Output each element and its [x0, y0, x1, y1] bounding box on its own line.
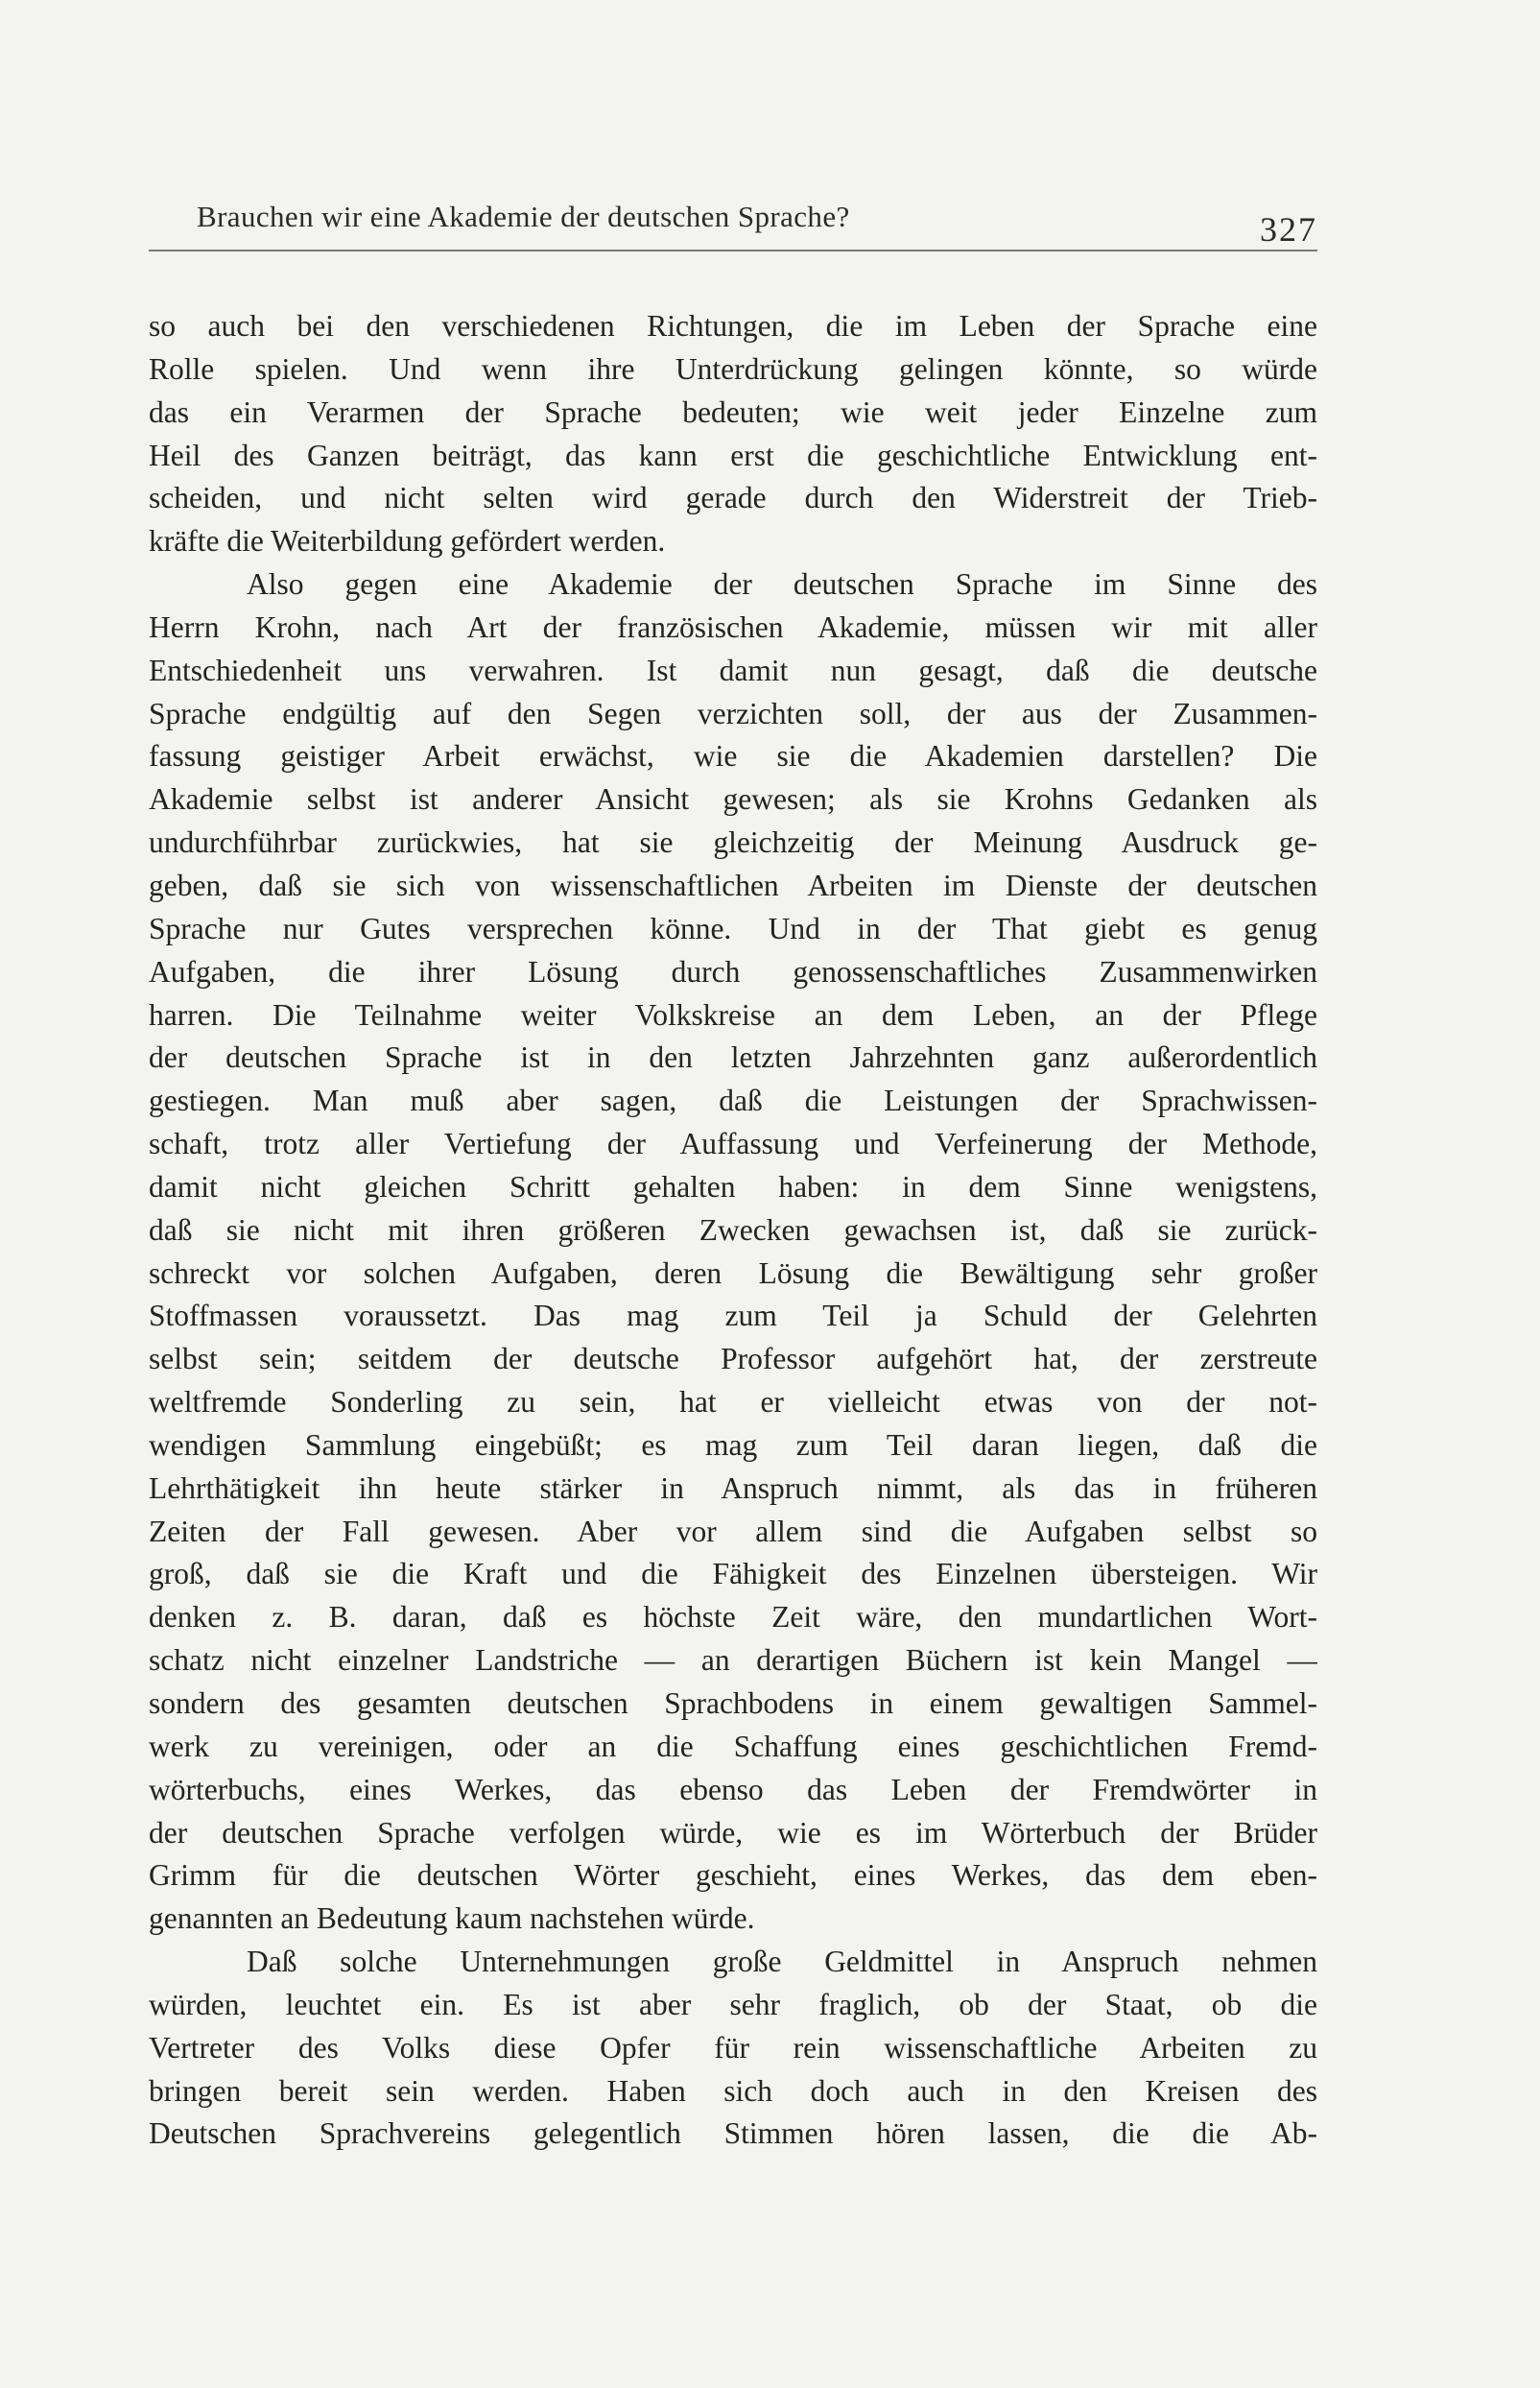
page-number: 327 [1260, 210, 1317, 249]
text-line: Stoffmassen voraussetzt. Das mag zum Teil ja Schuld der Gelehrten [149, 1299, 1317, 1333]
text-line: schaft, trotz aller Vertiefung der Auffassung und Verfeinerung der Methode, [149, 1127, 1317, 1161]
text-line: gestiegen. Man muß aber sagen, daß die Leistungen der Sprachwissen- [149, 1084, 1317, 1118]
text-line: Vertreter des Volks diese Opfer für rein wissenschaftliche Arbeiten zu [149, 2030, 1317, 2065]
text-line: fassung geistiger Arbeit erwächst, wie sie die Akademien darstellen? Die [149, 739, 1317, 774]
text-line: Zeiten der Fall gewesen. Aber vor allem sind die Aufgaben selbst so [149, 1514, 1317, 1548]
paragraph-first-line: Also gegen eine Akademie der deutschen Sprache im Sinne des [247, 567, 1317, 602]
body-text [149, 305, 1317, 2156]
text-line: Lehrthätigkeit ihn heute stärker in Anspruch nimmt, als das in früheren [149, 1470, 1317, 1505]
text-line: genannten an Bedeutung kaum nachstehen würde. [149, 1901, 755, 1936]
running-title: Brauchen wir eine Akademie der deutschen Sprache? [197, 200, 850, 233]
text-line: harren. Die Teilnahme weiter Volkskreise an dem Leben, an der Pflege [149, 997, 1317, 1032]
text-line: undurchführbar zurückwies, hat sie gleichzeitig der Meinung Ausdruck ge- [149, 825, 1317, 860]
text-line: daß sie nicht mit ihren größeren Zwecken gewachsen ist, daß sie zurück- [149, 1212, 1317, 1247]
text-line: würden, leuchtet ein. Es ist aber sehr fraglich, ob der Staat, ob die [149, 1987, 1317, 2021]
text-line: selbst sein; seitdem der deutsche Professor aufgehört hat, der zerstreute [149, 1342, 1317, 1376]
text-line: denken z. B. daran, daß es höchste Zeit wäre, den mundartlichen Wort- [149, 1600, 1317, 1635]
text-line: so auch bei den verschiedenen Richtungen, die im Leben der Sprache eine [149, 309, 1317, 343]
text-line: scheiden, und nicht selten wird gerade durch den Widerstreit der Trieb- [149, 481, 1317, 515]
text-line: kräfte die Weiterbildung gefördert werden. [149, 524, 666, 559]
text-line: wendigen Sammlung eingebüßt; es mag zum Teil daran liegen, daß die [149, 1427, 1317, 1462]
text-line: sondern des gesamten deutschen Sprachbodens in einem gewaltigen Sammel- [149, 1686, 1317, 1720]
text-line: Sprache endgültig auf den Segen verzichten soll, der aus der Zusammen- [149, 696, 1317, 730]
text-line: Sprache nur Gutes versprechen könne. Und in der That giebt es genug [149, 911, 1317, 945]
text-line: bringen bereit sein werden. Haben sich doch auch in den Kreisen des [149, 2073, 1317, 2108]
paragraph-first-line: Daß solche Unternehmungen große Geldmittel in Anspruch nehmen [247, 1945, 1317, 1979]
text-line: Entschiedenheit uns verwahren. Ist damit nun gesagt, daß die deutsche [149, 653, 1317, 687]
text-line: der deutschen Sprache ist in den letzten Jahrzehnten ganz außerordentlich [149, 1040, 1317, 1075]
text-line: werk zu vereinigen, oder an die Schaffung eines geschichtlichen Fremd- [149, 1729, 1317, 1763]
text-line: groß, daß sie die Kraft und die Fähigkeit des Einzelnen übersteigen. Wir [149, 1557, 1317, 1591]
text-line: Rolle spielen. Und wenn ihre Unterdrückung gelingen könnte, so würde [149, 351, 1317, 386]
text-line: schatz nicht einzelner Landstriche — an derartigen Büchern ist kein Mangel — [149, 1643, 1317, 1678]
text-line: schreckt vor solchen Aufgaben, deren Lösung die Bewältigung sehr großer [149, 1255, 1317, 1290]
text-line: Deutschen Sprachvereins gelegentlich Stimmen hören lassen, die die Ab- [149, 2116, 1317, 2151]
text-line: Akademie selbst ist anderer Ansicht gewesen; als sie Krohns Gedanken als [149, 782, 1317, 817]
running-header [149, 192, 1317, 251]
text-line: der deutschen Sprache verfolgen würde, wie es im Wörterbuch der Brüder [149, 1815, 1317, 1850]
text-line: Grimm für die deutschen Wörter geschieht, eines Werkes, das dem eben- [149, 1858, 1317, 1893]
text-line: Herrn Krohn, nach Art der französischen Akademie, müssen wir mit aller [149, 609, 1317, 644]
text-line: Heil des Ganzen beiträgt, das kann erst die geschichtliche Entwicklung ent- [149, 438, 1317, 472]
text-line: damit nicht gleichen Schritt gehalten haben: in dem Sinne wenigstens, [149, 1169, 1317, 1204]
text-line: wörterbuchs, eines Werkes, das ebenso das Leben der Fremdwörter in [149, 1772, 1317, 1806]
text-line: geben, daß sie sich von wissenschaftlichen Arbeiten im Dienste der deutschen [149, 868, 1317, 902]
text-line: Aufgaben, die ihrer Lösung durch genossenschaftliches Zusammenwirken [149, 954, 1317, 989]
text-line: das ein Verarmen der Sprache bedeuten; wie weit jeder Einzelne zum [149, 394, 1317, 429]
text-line: weltfremde Sonderling zu sein, hat er vielleicht etwas von der not- [149, 1385, 1317, 1420]
